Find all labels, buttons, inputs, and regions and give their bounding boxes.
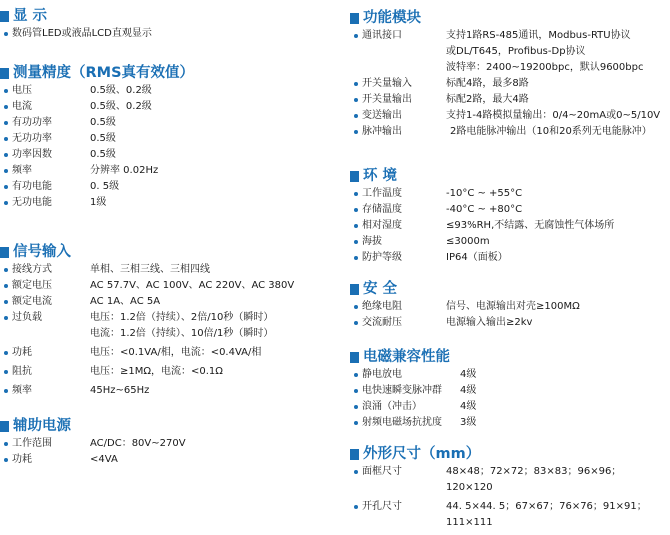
spec-row bbox=[350, 124, 670, 140]
spec-value: 4级 bbox=[460, 401, 477, 412]
spec-value: <4VA bbox=[90, 454, 118, 465]
spec-label: 电流 bbox=[12, 101, 32, 112]
spec-label: 过负载 bbox=[12, 312, 42, 323]
spec-label: 工作范围 bbox=[12, 438, 52, 449]
square-bullet-icon bbox=[0, 421, 9, 432]
spec-row bbox=[0, 83, 335, 99]
spec-row bbox=[0, 452, 335, 468]
spec-label: 交流耐压 bbox=[362, 317, 402, 328]
spec-value: 0.5级 bbox=[90, 117, 116, 128]
square-bullet-icon bbox=[0, 11, 9, 22]
spec-label: 射频电磁场抗扰度 bbox=[362, 417, 442, 428]
section-dimensions bbox=[350, 444, 670, 531]
spec-value: 支持1路RS-485通讯，Modbus-RTU协议 bbox=[446, 30, 631, 41]
spec-value: 1级 bbox=[90, 197, 107, 208]
spec-value: 0.5级、0.2级 bbox=[90, 101, 152, 112]
spec-value: -40°C ~ +80°C bbox=[446, 204, 523, 215]
dot-bullet-icon bbox=[4, 284, 8, 288]
dot-bullet-icon bbox=[4, 153, 8, 157]
spec-row bbox=[0, 99, 335, 115]
spec-row bbox=[0, 294, 335, 310]
spec-label: 开孔尺寸 bbox=[362, 501, 402, 512]
spec-value: 支持1-4路模拟量输出：0/4~20mA或0~5/10V bbox=[446, 110, 661, 121]
section-title-text: 辅助电源 bbox=[13, 418, 71, 434]
spec-value: 0.5级 bbox=[90, 133, 116, 144]
spec-row bbox=[350, 383, 670, 399]
spec-row-continued bbox=[350, 44, 670, 60]
dot-bullet-icon bbox=[354, 256, 358, 260]
spec-row bbox=[0, 262, 335, 278]
spec-row-continued bbox=[350, 515, 670, 531]
square-bullet-icon bbox=[350, 449, 359, 460]
spec-value: -10°C ~ +55°C bbox=[446, 188, 523, 199]
spec-row bbox=[350, 202, 670, 218]
spec-row bbox=[0, 310, 335, 326]
spec-row bbox=[350, 28, 670, 44]
spec-row bbox=[350, 315, 670, 331]
dot-bullet-icon bbox=[4, 458, 8, 462]
spec-label: 变送输出 bbox=[362, 110, 402, 121]
spec-value: 0.5级 bbox=[90, 149, 116, 160]
spec-value: 信号、电源输出对壳≥100MΩ bbox=[446, 301, 580, 312]
section-title-text: 环 境 bbox=[363, 168, 398, 184]
spec-row bbox=[350, 499, 670, 515]
spec-value: AC 1A、AC 5A bbox=[90, 296, 161, 307]
spec-value: 电压：<0.1VA/相，电流：<0.4VA/相 bbox=[90, 347, 262, 358]
spec-row bbox=[350, 415, 670, 431]
dot-bullet-icon bbox=[354, 192, 358, 196]
spec-row bbox=[0, 278, 335, 294]
spec-label: 浪涌（冲击） bbox=[362, 401, 422, 412]
spec-value: 波特率：2400~19200bpc，默认9600bpc bbox=[446, 62, 644, 73]
spec-value: 电压：≥1MΩ，电流：<0.1Ω bbox=[90, 366, 223, 377]
spec-row bbox=[0, 364, 335, 380]
dot-bullet-icon bbox=[4, 389, 8, 393]
spec-row bbox=[0, 147, 335, 163]
section-title bbox=[350, 166, 670, 186]
spec-label: 海拔 bbox=[362, 236, 382, 247]
spec-value: 4级 bbox=[460, 369, 477, 380]
section-accuracy bbox=[0, 63, 335, 211]
spec-value: 111×111 bbox=[446, 517, 493, 528]
section-title bbox=[350, 347, 670, 367]
spec-row bbox=[0, 345, 335, 361]
section-title bbox=[0, 416, 335, 436]
square-bullet-icon bbox=[350, 171, 359, 182]
dot-bullet-icon bbox=[4, 201, 8, 205]
dot-bullet-icon bbox=[4, 268, 8, 272]
spec-label: 无功电能 bbox=[12, 197, 52, 208]
dot-bullet-icon bbox=[354, 305, 358, 309]
spec-label: 频率 bbox=[12, 385, 32, 396]
dot-bullet-icon bbox=[4, 137, 8, 141]
dot-bullet-icon bbox=[354, 82, 358, 86]
spec-label: 数码管LED或液晶LCD直观显示 bbox=[12, 28, 152, 39]
dot-bullet-icon bbox=[4, 121, 8, 125]
spec-value: 分辨率 0.02Hz bbox=[90, 165, 159, 176]
dot-bullet-icon bbox=[354, 34, 358, 38]
spec-value: 45Hz~65Hz bbox=[90, 385, 150, 396]
spec-value: AC/DC：80V~270V bbox=[90, 438, 186, 449]
section-environment bbox=[350, 166, 670, 266]
spec-label: 频率 bbox=[12, 165, 32, 176]
spec-row-continued bbox=[350, 60, 670, 76]
spec-label: 有功功率 bbox=[12, 117, 52, 128]
section-title bbox=[0, 242, 335, 262]
dot-bullet-icon bbox=[354, 98, 358, 102]
spec-row bbox=[350, 299, 670, 315]
spec-label: 阻抗 bbox=[12, 366, 32, 377]
dot-bullet-icon bbox=[354, 114, 358, 118]
spec-label: 脉冲输出 bbox=[362, 126, 402, 137]
spec-value: 电源输入输出≥2kv bbox=[446, 317, 533, 328]
spec-row bbox=[0, 26, 335, 42]
square-bullet-icon bbox=[0, 68, 9, 79]
section-title bbox=[0, 6, 335, 26]
spec-row bbox=[350, 218, 670, 234]
dot-bullet-icon bbox=[354, 373, 358, 377]
section-signal-input bbox=[0, 242, 335, 399]
spec-row bbox=[0, 115, 335, 131]
spec-value: 单相、三相三线、三相四线 bbox=[90, 264, 210, 275]
dot-bullet-icon bbox=[4, 442, 8, 446]
dot-bullet-icon bbox=[4, 300, 8, 304]
spec-value: 48×48；72×72；83×83；96×96； bbox=[446, 466, 622, 477]
spec-value: 2路电能脉冲输出（10和20系列无电能脉冲） bbox=[450, 126, 652, 137]
section-title bbox=[350, 8, 670, 28]
square-bullet-icon bbox=[0, 247, 9, 258]
spec-row bbox=[0, 163, 335, 179]
section-title bbox=[350, 279, 670, 299]
spec-value: 电流：1.2倍（持续）、10倍/1秒（瞬时） bbox=[90, 328, 274, 339]
spec-value: 标配2路，最大4路 bbox=[446, 94, 529, 105]
square-bullet-icon bbox=[350, 13, 359, 24]
section-title-text: 电磁兼容性能 bbox=[363, 349, 450, 365]
square-bullet-icon bbox=[350, 284, 359, 295]
spec-label: 功耗 bbox=[12, 347, 32, 358]
section-title-text: 测量精度（RMS真有效值） bbox=[13, 65, 195, 81]
spec-row-continued bbox=[350, 480, 670, 496]
spec-label: 静电放电 bbox=[362, 369, 402, 380]
section-title bbox=[350, 444, 670, 464]
spec-row bbox=[350, 399, 670, 415]
spec-row bbox=[350, 464, 670, 480]
section-display bbox=[0, 6, 335, 42]
spec-label: 功耗 bbox=[12, 454, 32, 465]
spec-value: ≤93%RH,不结露、无腐蚀性气体场所 bbox=[446, 220, 615, 231]
spec-row bbox=[350, 76, 670, 92]
dot-bullet-icon bbox=[354, 240, 358, 244]
spec-label: 开关量输出 bbox=[362, 94, 412, 105]
spec-value: 电压：1.2倍（持续）、2倍/10秒（瞬时） bbox=[90, 312, 274, 323]
spec-row bbox=[0, 195, 335, 211]
dot-bullet-icon bbox=[354, 470, 358, 474]
spec-row bbox=[0, 179, 335, 195]
dot-bullet-icon bbox=[354, 224, 358, 228]
spec-label: 额定电压 bbox=[12, 280, 52, 291]
dot-bullet-icon bbox=[4, 351, 8, 355]
dot-bullet-icon bbox=[354, 389, 358, 393]
spec-row bbox=[350, 108, 670, 124]
section-title-text: 显 示 bbox=[13, 8, 48, 24]
dot-bullet-icon bbox=[4, 89, 8, 93]
dot-bullet-icon bbox=[4, 169, 8, 173]
spec-label: 工作温度 bbox=[362, 188, 402, 199]
spec-row bbox=[350, 92, 670, 108]
spec-value: 标配4路，最多8路 bbox=[446, 78, 529, 89]
section-title-text: 安 全 bbox=[363, 281, 398, 297]
spec-row-continued bbox=[0, 326, 335, 342]
spec-label: 接线方式 bbox=[12, 264, 52, 275]
section-title-text: 信号输入 bbox=[13, 244, 71, 260]
spec-label: 电压 bbox=[12, 85, 32, 96]
spec-label: 额定电流 bbox=[12, 296, 52, 307]
dot-bullet-icon bbox=[354, 208, 358, 212]
spec-label: 电快速瞬变脉冲群 bbox=[362, 385, 442, 396]
spec-value: 44. 5×44. 5；67×67；76×76；91×91； bbox=[446, 501, 647, 512]
spec-label: 绝缘电阻 bbox=[362, 301, 402, 312]
dot-bullet-icon bbox=[4, 185, 8, 189]
spec-row bbox=[0, 436, 335, 452]
dot-bullet-icon bbox=[354, 405, 358, 409]
spec-label: 开关量输入 bbox=[362, 78, 412, 89]
spec-value: 120×120 bbox=[446, 482, 493, 493]
section-function-modules bbox=[350, 8, 670, 140]
square-bullet-icon bbox=[350, 352, 359, 363]
section-safety bbox=[350, 279, 670, 331]
spec-value: 3级 bbox=[460, 417, 477, 428]
section-emc bbox=[350, 347, 670, 431]
section-title-text: 外形尺寸（mm） bbox=[363, 446, 481, 462]
spec-label: 面框尺寸 bbox=[362, 466, 402, 477]
spec-label: 存储温度 bbox=[362, 204, 402, 215]
spec-value: IP64（面板） bbox=[446, 252, 508, 263]
section-title bbox=[0, 63, 335, 83]
spec-row bbox=[350, 234, 670, 250]
spec-label: 无功功率 bbox=[12, 133, 52, 144]
spec-label: 通讯接口 bbox=[362, 30, 402, 41]
dot-bullet-icon bbox=[354, 130, 358, 134]
spec-value: AC 57.7V、AC 100V、AC 220V、AC 380V bbox=[90, 280, 295, 291]
section-title-text: 功能模块 bbox=[363, 10, 421, 26]
spec-row bbox=[350, 250, 670, 266]
dot-bullet-icon bbox=[4, 32, 8, 36]
spec-row bbox=[0, 383, 335, 399]
dot-bullet-icon bbox=[354, 321, 358, 325]
spec-label: 有功电能 bbox=[12, 181, 52, 192]
dot-bullet-icon bbox=[354, 505, 358, 509]
spec-value: 或DL/T645，Profibus-Dp协议 bbox=[446, 46, 586, 57]
dot-bullet-icon bbox=[4, 316, 8, 320]
spec-label: 功率因数 bbox=[12, 149, 52, 160]
dot-bullet-icon bbox=[354, 421, 358, 425]
spec-value: 0.5级、0.2级 bbox=[90, 85, 152, 96]
spec-value: ≤3000m bbox=[446, 236, 490, 247]
spec-row bbox=[350, 367, 670, 383]
spec-row bbox=[350, 186, 670, 202]
spec-value: 0. 5级 bbox=[90, 181, 120, 192]
spec-label: 防护等级 bbox=[362, 252, 402, 263]
spec-row bbox=[0, 131, 335, 147]
dot-bullet-icon bbox=[4, 370, 8, 374]
spec-label: 相对湿度 bbox=[362, 220, 402, 231]
dot-bullet-icon bbox=[4, 105, 8, 109]
spec-value: 4级 bbox=[460, 385, 477, 396]
section-aux-power bbox=[0, 416, 335, 468]
